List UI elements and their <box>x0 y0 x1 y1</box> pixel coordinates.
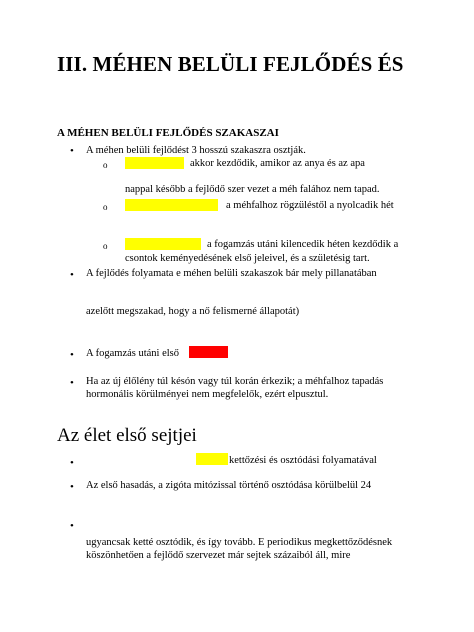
highlight-blank-red <box>189 346 228 358</box>
bullet-marker: • <box>70 145 74 157</box>
document-title: III. MÉHEN BELÜLI FEJLŐDÉS ÉS <box>57 52 404 76</box>
bullet-marker: • <box>70 481 74 493</box>
bullet-marker: • <box>70 269 74 281</box>
list-item-text: A fejlődés folyamata e méhen belüli szakaszok bár mely pillanatában <box>86 268 377 279</box>
bullet-marker: • <box>70 520 74 532</box>
section-heading: A MÉHEN BELÜLI FEJLŐDÉS SZAKASZAI <box>57 127 279 139</box>
list-item-text: Az első hasadás, a zigóta mitózissal történő osztódása körülbelül 24 <box>86 480 372 491</box>
list-item-text: köszönhetően a fejlődő szervezet már sejtek százaiból áll, mire <box>86 550 351 561</box>
list-item-text: ugyancsak ketté osztódik, és így tovább. E periodikus megkettőződésnek <box>86 537 393 548</box>
list-item-text: Ha az új élőlény túl késón vagy túl korán érkezik; a méhfalhoz tapadás <box>86 376 384 387</box>
highlight-blank <box>125 238 201 250</box>
list-item-text: kettőzési és osztódási folyamatával <box>229 455 377 466</box>
highlight-blank <box>125 157 184 169</box>
list-item-text: nappal később a fejlődő szer vezet a méh falához nem tapad. <box>125 184 380 195</box>
list-item-text: csontok keményedésének első jeleivel, és a születésig tart. <box>125 253 370 264</box>
sub-bullet-marker: o <box>103 202 108 212</box>
list-item-text: akkor kezdődik, amikor az anya és az apa <box>190 158 365 169</box>
bullet-marker: • <box>70 457 74 469</box>
sub-bullet-marker: o <box>103 160 108 170</box>
list-item-text: azelőtt megszakad, hogy a nő felismerné állapotát) <box>86 306 300 317</box>
bullet-marker: • <box>70 349 74 361</box>
list-item-text: A méhen belüli fejlődést 3 hosszú szakaszra osztják. <box>86 145 306 156</box>
bullet-marker: • <box>70 377 74 389</box>
list-item-text: A fogamzás utáni első <box>86 348 180 359</box>
section2-heading: Az élet első sejtjei <box>57 425 197 446</box>
list-item-text: a fogamzás utáni kilencedik héten kezdődik a <box>207 239 399 250</box>
highlight-blank <box>196 453 228 465</box>
list-item-text: a méhfalhoz rögzüléstől a nyolcadik hét <box>226 200 394 211</box>
highlight-blank <box>125 199 218 211</box>
sub-bullet-marker: o <box>103 241 108 251</box>
list-item-text: hormonális körülményei nem megfelelők, ezért elpusztul. <box>86 389 329 400</box>
